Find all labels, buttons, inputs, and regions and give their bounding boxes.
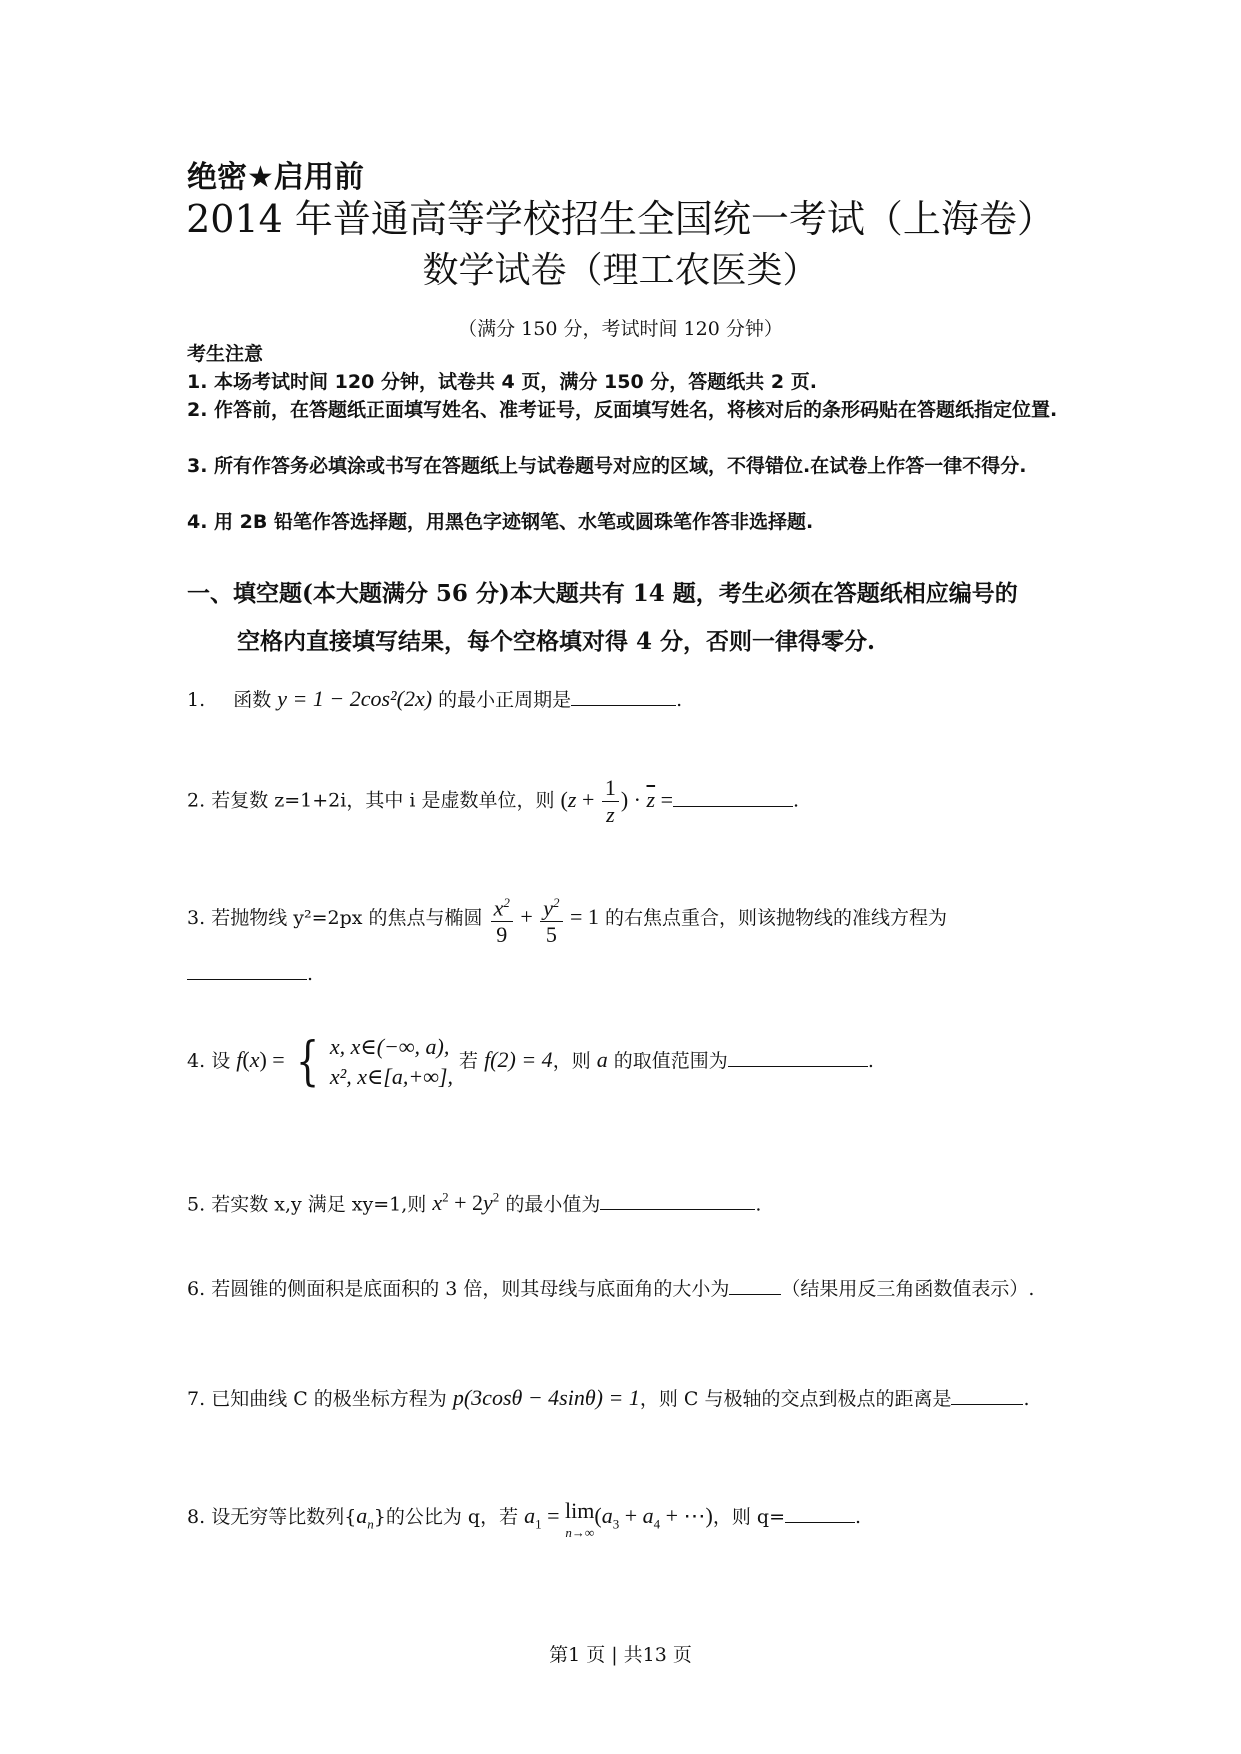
q2-number: 2. <box>187 789 206 812</box>
q3-formula: $\frac{x^2}{9}$ + $\frac{y^2}{5}$ = 1 <box>489 904 599 929</box>
q8-number: 8. <box>187 1506 206 1528</box>
q5-answer-blank[interactable] <box>600 1191 755 1210</box>
q5-post: 的最小值为 <box>505 1193 601 1216</box>
secret-label: 绝密★启用前 <box>187 160 364 195</box>
q4-condition: f(2) = 4 <box>484 1047 553 1072</box>
q4-func: f <box>236 1047 243 1072</box>
q8-answer-blank[interactable] <box>785 1504 855 1523</box>
q8-pre: 设无穷等比数列{ <box>211 1506 357 1528</box>
q8-end: . <box>855 1506 862 1528</box>
q4-mid: 若 <box>459 1050 479 1072</box>
q3-pre: 若抛物线 y²=2px 的焦点与椭圆 <box>211 907 483 930</box>
score-info: （满分 150 分，考试时间 120 分钟） <box>458 318 783 340</box>
q7-answer-blank[interactable] <box>951 1386 1023 1405</box>
section-heading <box>187 570 1067 666</box>
section-line-1: 一、填空题(本大题满分 56 分)本大题共有 14 题，考生必须在答题纸相应编号的 <box>187 580 1018 607</box>
question-4: 4. 设 f(x) = { x, x∈(−∞, a), x², x∈[a,+∞], 若 f(2) = 4，则 a 的取值范围为 . <box>187 1032 874 1092</box>
q6-answer-blank[interactable] <box>729 1276 781 1295</box>
q5-number: 5. <box>187 1193 206 1216</box>
q7-pre: 已知曲线 C 的极坐标方程为 <box>211 1388 447 1410</box>
q8-post1: }的公比为 q，若 <box>373 1506 519 1528</box>
q1-answer-blank[interactable] <box>571 687 676 706</box>
q4-post2: 的取值范围为 <box>613 1050 728 1072</box>
q7-formula: p(3cosθ − 4sinθ) = 1 <box>452 1385 640 1410</box>
notice-item-4: 4. 用 2B 铅笔作答选择题，用黑色字迹钢笔、水笔或圆珠笔作答非选择题. <box>187 511 814 533</box>
q8-post2: ，则 q= <box>712 1506 785 1528</box>
page-footer: 第1 页 | 共13 页 <box>549 1644 692 1666</box>
notice-item-3: 3. 所有作答务必填涂或书写在答题纸上与试卷题号对应的区域，不得错位.在试卷上作答一律不得分. <box>187 455 1027 477</box>
q8-seq: $a_n$ <box>356 1503 374 1532</box>
notice-item-2: 2. 作答前，在答题纸正面填写姓名、准考证号，反面填写姓名，将核对后的条形码贴在答题纸指定位置. <box>187 399 1058 421</box>
q4-cases <box>330 1032 453 1092</box>
q7-post: ，则 C 与极轴的交点到极点的距离是 <box>639 1388 952 1410</box>
q1-end: . <box>676 689 683 711</box>
section-line-2: 空格内直接填写结果，每个空格填对得 4 分，否则一律得零分. <box>237 628 876 655</box>
question-8 <box>187 1500 1067 1544</box>
q5-pre: 若实数 x,y 满足 xy=1,则 <box>211 1193 427 1216</box>
question-3 <box>187 890 1067 948</box>
q4-case-2: x², x∈[a,+∞], <box>329 1064 453 1089</box>
q2-end: . <box>793 789 800 812</box>
q1-post: 的最小正周期是 <box>438 689 572 711</box>
question-6 <box>187 1268 1067 1310</box>
q6-post: （结果用反三角函数值表示）. <box>781 1278 1035 1300</box>
q3-answer-blank[interactable] <box>187 961 307 980</box>
q3-end: . <box>307 963 314 985</box>
q2-pre: 若复数 z=1+2i，其中 i 是虚数单位，则 <box>211 789 555 812</box>
question-3-answer-line <box>187 958 1067 990</box>
q6-number: 6. <box>187 1278 206 1300</box>
question-1 <box>187 683 1067 716</box>
q8-formula: $a_1 = \lim$ n→∞ ($a_3 + a_4$ + ⋯) <box>524 1498 713 1540</box>
q4-var: a <box>596 1047 608 1072</box>
exam-subtitle: 数学试卷（理工农医类） <box>422 250 819 291</box>
notice-heading: 考生注意 <box>187 343 264 365</box>
q1-pre: 函数 <box>233 689 272 711</box>
notice-item-1: 1. 本场考试时间 120 分钟，试卷共 4 页，满分 150 分，答题纸共 2 页. <box>187 371 817 393</box>
q4-number: 4. <box>187 1050 206 1072</box>
q4-brace: { <box>295 1032 319 1092</box>
q2-formula: (z + $\frac{1}{z}$ ) · $\overline{z}$ = <box>560 775 673 827</box>
q5-end: . <box>755 1193 762 1216</box>
q6-text: 若圆锥的侧面积是底面积的 3 倍，则其母线与底面角的大小为 <box>211 1278 730 1300</box>
q4-case-1: x, x∈(−∞, a), <box>329 1034 450 1059</box>
q3-number: 3. <box>187 907 206 930</box>
q5-formula: $x^2 + 2y^2$ <box>432 1190 500 1216</box>
q3-post: 的右焦点重合，则该抛物线的准线方程为 <box>604 907 947 930</box>
question-5 <box>187 1182 1067 1220</box>
exam-title: 2014 年普通高等学校招生全国统一考试（上海卷） <box>186 197 1055 241</box>
q4-answer-blank[interactable] <box>728 1048 868 1067</box>
q4-end: . <box>867 1050 874 1072</box>
question-7 <box>187 1375 1067 1422</box>
q1-formula: y = 1 − 2cos²(2x) <box>277 686 433 711</box>
question-2 <box>187 775 1067 828</box>
q2-answer-blank[interactable] <box>673 788 793 807</box>
q1-number: 1. <box>187 689 206 711</box>
q4-post: ，则 <box>552 1050 591 1072</box>
q4-pre: 设 <box>211 1050 231 1072</box>
q7-number: 7. <box>187 1388 206 1410</box>
q7-end: . <box>1023 1388 1030 1410</box>
